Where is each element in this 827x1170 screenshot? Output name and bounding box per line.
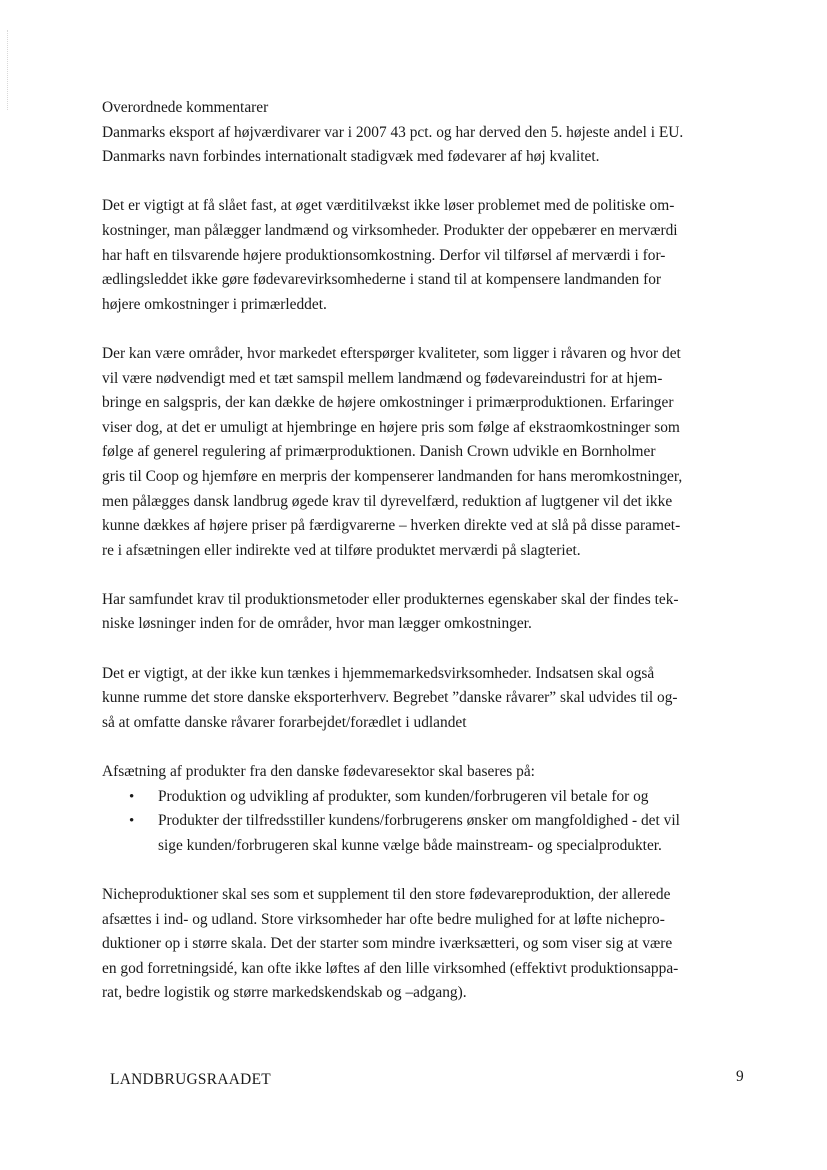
paragraph-market-quality (102, 342, 752, 563)
text-line: Produktion og udvikling af produkter, som kunden/forbrugeren vil betale for og (158, 787, 649, 805)
document-body (102, 96, 752, 1031)
text-line: højere omkostninger i primærleddet. (102, 295, 327, 313)
section-heading: Overordnede kommentarer (102, 99, 269, 116)
text-line: Nicheproduktioner skal ses som et supplement til den store fødevareproduktion, der allerede (102, 886, 671, 903)
text-line: bringe en salgspris, der kan dække de højere omkostninger i primærproduktionen. Erfaringer (102, 394, 674, 412)
paragraph-value-added (102, 194, 752, 317)
text-line: Har samfundet krav til produktionsmetoder eller produkternes egenskaber skal der findes tek- (102, 590, 679, 608)
bullet-list (102, 785, 752, 859)
paragraph-niche-production (102, 883, 752, 1006)
text-line: en god forretningsidé, kan ofte ikke løftes af den lille virksomhed (effektivt produktionsappa- (102, 959, 679, 977)
page-number: 9 (736, 1068, 744, 1085)
paragraph-production-requirements (102, 588, 752, 637)
text-line: rat, bedre logistik og større markedskendskab og –adgang). (102, 984, 467, 1002)
text-line: viser dog, at det er umuligt at hjembringe en højere pris som følge af ekstraomkostninger som (102, 418, 680, 436)
text-line: kunne dækkes af højere priser på færdigvarerne – hverken direkte ved at slå på disse paramet- (102, 517, 681, 535)
footer-organization: LANDBRUGSRAADET (110, 1071, 271, 1088)
bullet-icon: • (129, 813, 135, 830)
text-line: duktioner op i større skala. Det der starter som mindre iværksætteri, og som viser sig at være (102, 935, 673, 953)
text-line: så at omfatte danske råvarer forarbejdet/forædlet i udlandet (102, 713, 467, 731)
text-line: niske løsninger inden for de områder, hvor man lægger omkostninger. (102, 615, 532, 633)
text-line: Danmarks eksport af højværdivarer var i 2007 43 pct. og har derved den 5. højeste andel i EU. (102, 123, 684, 141)
text-line: re i afsætningen eller indirekte ved at tilføre produktet merværdi på slagteriet. (102, 541, 581, 559)
text-line: følge af generel regulering af primærproduktionen. Danish Crown udvikle en Bornholmer (102, 443, 656, 461)
text-line: har haft en tilsvarende højere produktionsomkostning. Derfor vil tilførsel af merværdi i for- (102, 246, 666, 264)
text-line: Det er vigtigt, at der ikke kun tænkes i hjemmemarkedsvirksomheder. Indsatsen skal også (102, 664, 655, 682)
list-item (102, 809, 752, 858)
text-line: vil være nødvendigt med et tæt samspil mellem landmænd og fødevareindustri for at hjem- (102, 369, 663, 387)
text-line: afsættes i ind- og udland. Store virksomheder har ofte bedre mulighed for at løfte nichepro- (102, 910, 665, 928)
text-line: kostninger, man pålægger landmænd og virksomheder. Produkter der oppebærer en merværdi (102, 221, 678, 239)
text-line: Det er vigtigt at få slået fast, at øget værditilvækst ikke løser problemet med de politiske om- (102, 197, 675, 215)
intro-paragraph (102, 121, 752, 170)
text-line: Produkter der tilfredsstiller kundens/forbrugerens ønsker om mangfoldighed - det vil (158, 812, 680, 830)
text-line: Danmarks navn forbindes internationalt stadigvæk med fødevarer af høj kvalitet. (102, 148, 600, 166)
text-line: sige kunden/forbrugeren skal kunne vælge både mainstream- og specialprodukter. (158, 836, 662, 854)
list-item (102, 785, 752, 810)
paragraph-export-industry (102, 662, 752, 736)
list-intro: Afsætning af produkter fra den danske fødevaresektor skal baseres på: (102, 763, 535, 781)
text-line: kunne rumme det store danske eksporterhverv. Begrebet ”danske råvarer” skal udvides til og- (102, 689, 678, 707)
text-line: ædlingsleddet ikke gøre fødevarevirksomhederne i stand til at kompensere landmanden for (102, 271, 662, 289)
text-line: gris til Coop og hjemføre en merpris der kompenserer landmanden for hans meromkostninger, (102, 467, 683, 485)
text-line: Der kan være områder, hvor markedet efterspørger kvaliteter, som ligger i råvaren og hvor det (102, 344, 681, 362)
text-line: men pålægges dansk landbrug øgede krav til dyrevelfærd, reduktion af lugtgener vil det ikke (102, 492, 673, 510)
bullet-icon: • (129, 788, 135, 805)
scan-edge-mark (7, 30, 8, 110)
